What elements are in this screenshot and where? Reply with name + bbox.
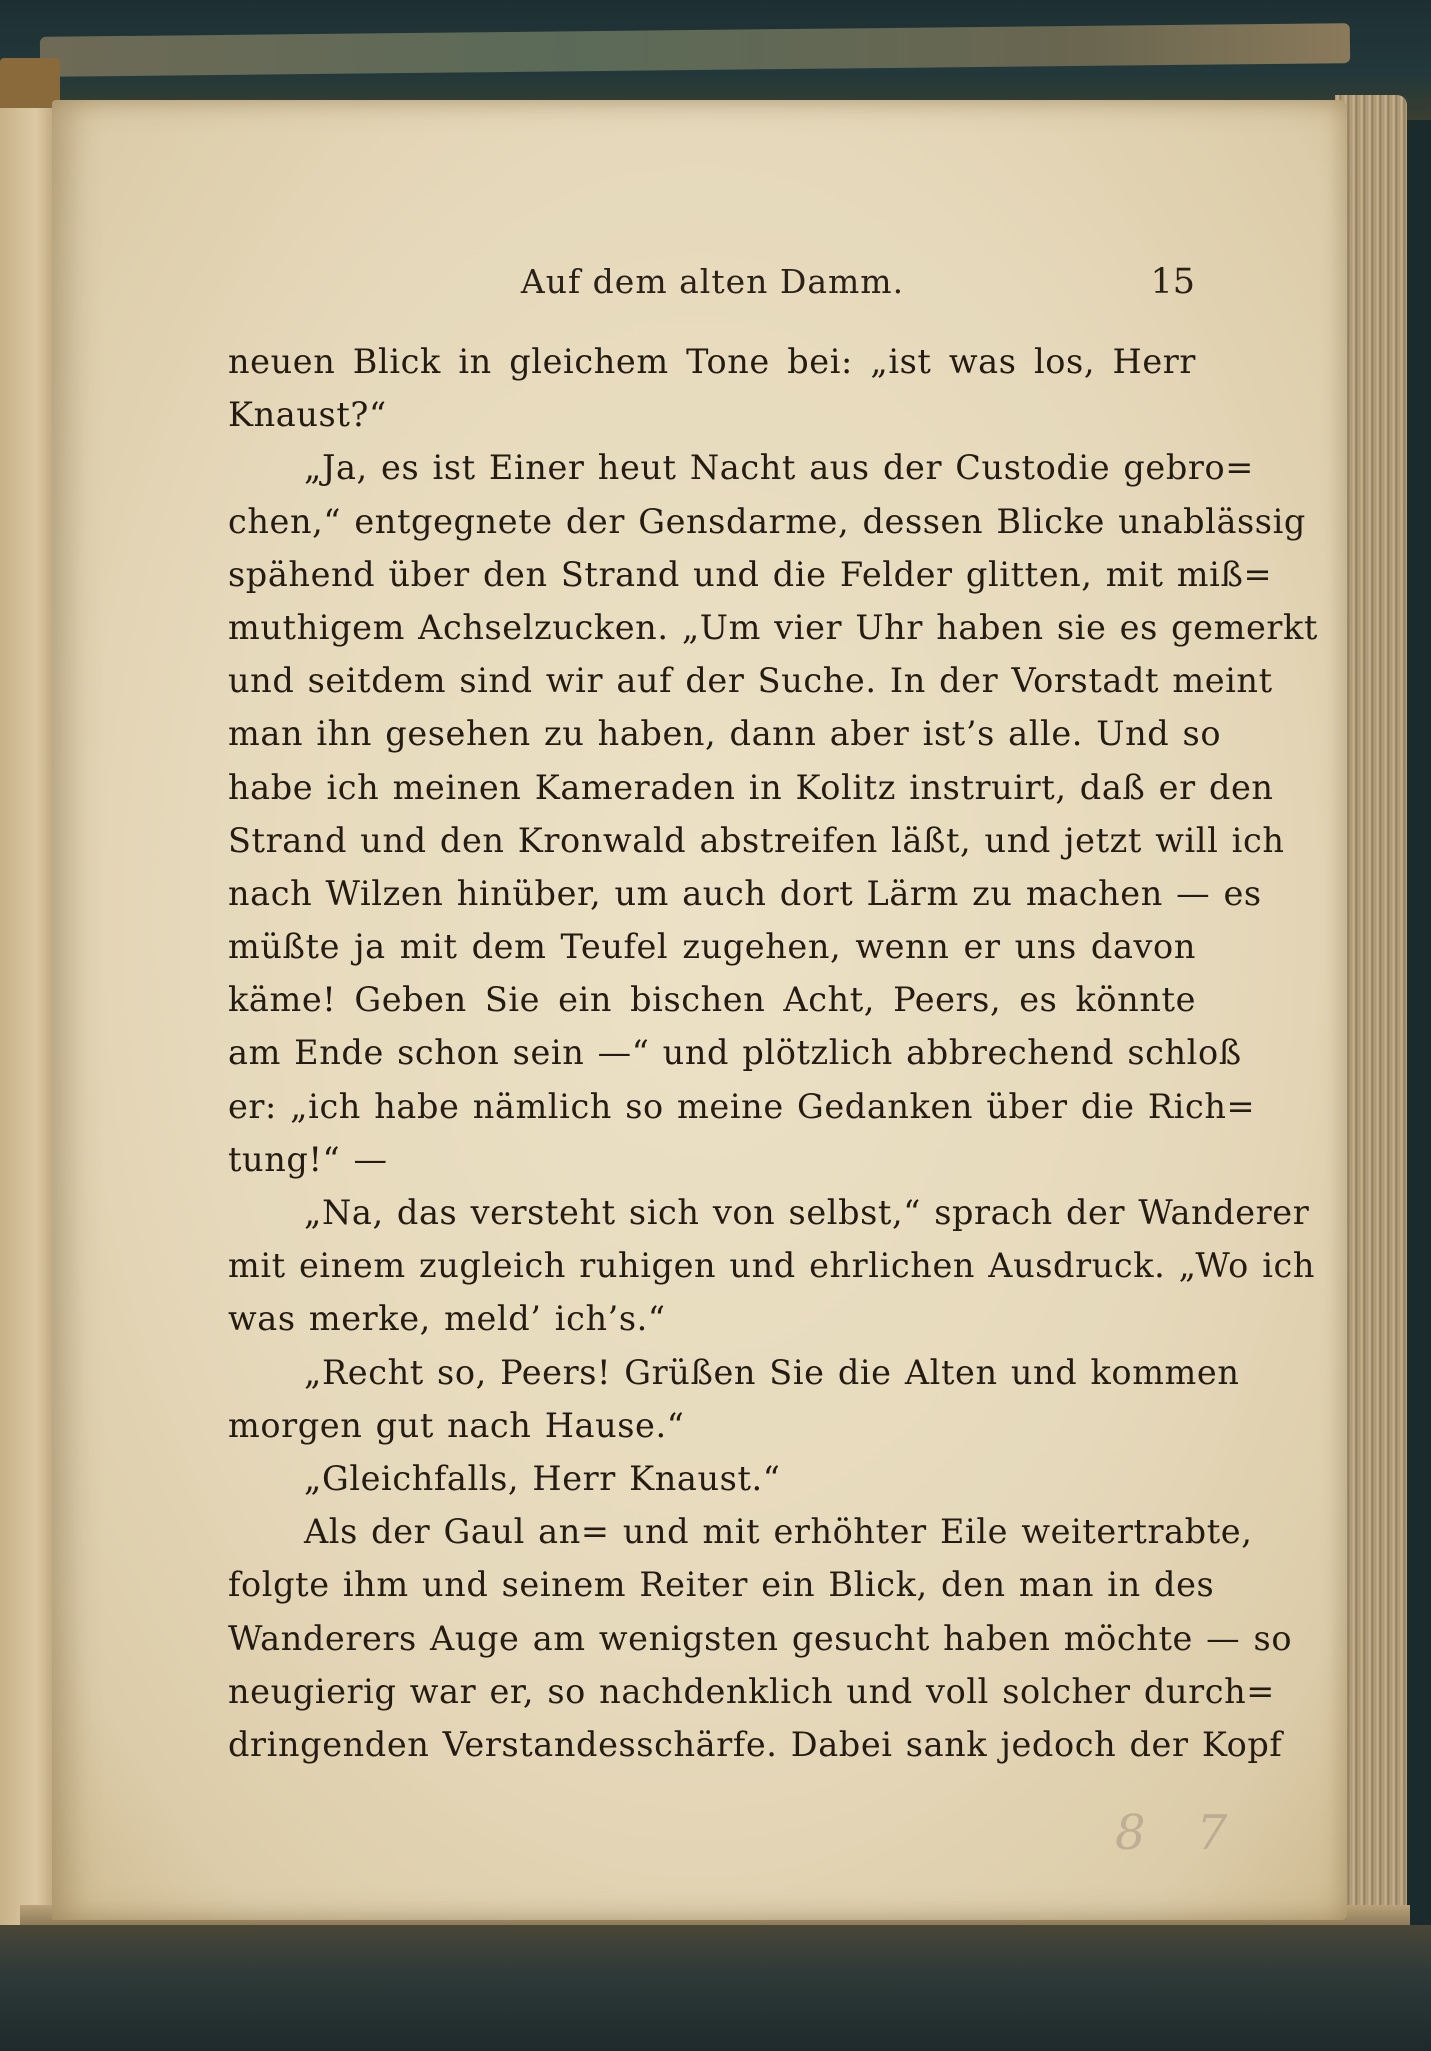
text-line: am Ende schon sein —“ und plötzlich abbrechend schloß bbox=[228, 1033, 1242, 1073]
text-line: chen,“ entgegnete der Gensdarme, dessen Blicke unablässig bbox=[228, 501, 1306, 541]
text-line: man ihn gesehen zu haben, dann aber ist’s alle. Und so bbox=[228, 714, 1222, 754]
text-line: und seitdem sind wir auf der Suche. In der Vorstadt meint bbox=[228, 661, 1273, 701]
text-line: „Ja, es ist Einer heut Nacht aus der Custodie gebro= bbox=[304, 448, 1254, 488]
text-line: Wanderers Auge am wenigsten gesucht haben möchte — so bbox=[228, 1618, 1293, 1658]
text-line: er: „ich habe nämlich so meine Gedanken über die Rich= bbox=[228, 1086, 1256, 1126]
text-line: käme! Geben Sie ein bischen Acht, Peers, es könnte bbox=[228, 980, 1196, 1020]
text-line: folgte ihm und seinem Reiter ein Blick, den man in des bbox=[228, 1565, 1215, 1605]
text-line: „Gleichfalls, Herr Knaust.“ bbox=[304, 1458, 781, 1498]
text-line: spähend über den Strand und die Felder glitten, mit miß= bbox=[228, 554, 1273, 594]
text-line: habe ich meinen Kameraden in Kolitz instruirt, daß er den bbox=[228, 767, 1274, 807]
page-header bbox=[230, 262, 1195, 306]
text-line: was merke, meld’ ich’s.“ bbox=[228, 1299, 666, 1339]
page-number: 15 bbox=[1150, 262, 1195, 302]
text-line: dringenden Verstandesschärfe. Dabei sank jedoch der Kopf bbox=[228, 1724, 1283, 1764]
text-line: mit einem zugleich ruhigen und ehrlichen Ausdruck. „Wo ich bbox=[228, 1246, 1316, 1286]
text-line: „Na, das versteht sich von selbst,“ sprach der Wanderer bbox=[304, 1193, 1310, 1232]
text-line: Knaust?“ bbox=[228, 395, 387, 435]
text-line: nach Wilzen hinüber, um auch dort Lärm zu machen — es bbox=[228, 873, 1262, 913]
left-facing-page bbox=[0, 108, 60, 1948]
book-cover-bottom bbox=[0, 1925, 1431, 2051]
text-line: neuen Blick in gleichem Tone bei: „ist was los, Herr bbox=[228, 342, 1196, 381]
text-line: muthigem Achselzucken. „Um vier Uhr haben sie es gemerkt bbox=[228, 607, 1318, 647]
running-title: Auf dem alten Damm. bbox=[520, 262, 905, 301]
text-line: Strand und den Kronwald abstreifen läßt, und jetzt will ich bbox=[228, 820, 1285, 860]
text-line: tung!“ — bbox=[228, 1139, 388, 1179]
text-line: morgen gut nach Hause.“ bbox=[228, 1405, 685, 1445]
body-text bbox=[228, 335, 1318, 1771]
pencil-margin-note: 8 7 bbox=[1115, 1805, 1246, 1861]
text-line: „Recht so, Peers! Grüßen Sie die Alten und kommen bbox=[304, 1352, 1240, 1392]
text-line: müßte ja mit dem Teufel zugehen, wenn er uns davon bbox=[228, 927, 1196, 967]
text-line: neugierig war er, so nachdenklich und voll solcher durch= bbox=[228, 1671, 1275, 1711]
text-line: Als der Gaul an= und mit erhöhter Eile weitertrabte, bbox=[304, 1512, 1253, 1552]
